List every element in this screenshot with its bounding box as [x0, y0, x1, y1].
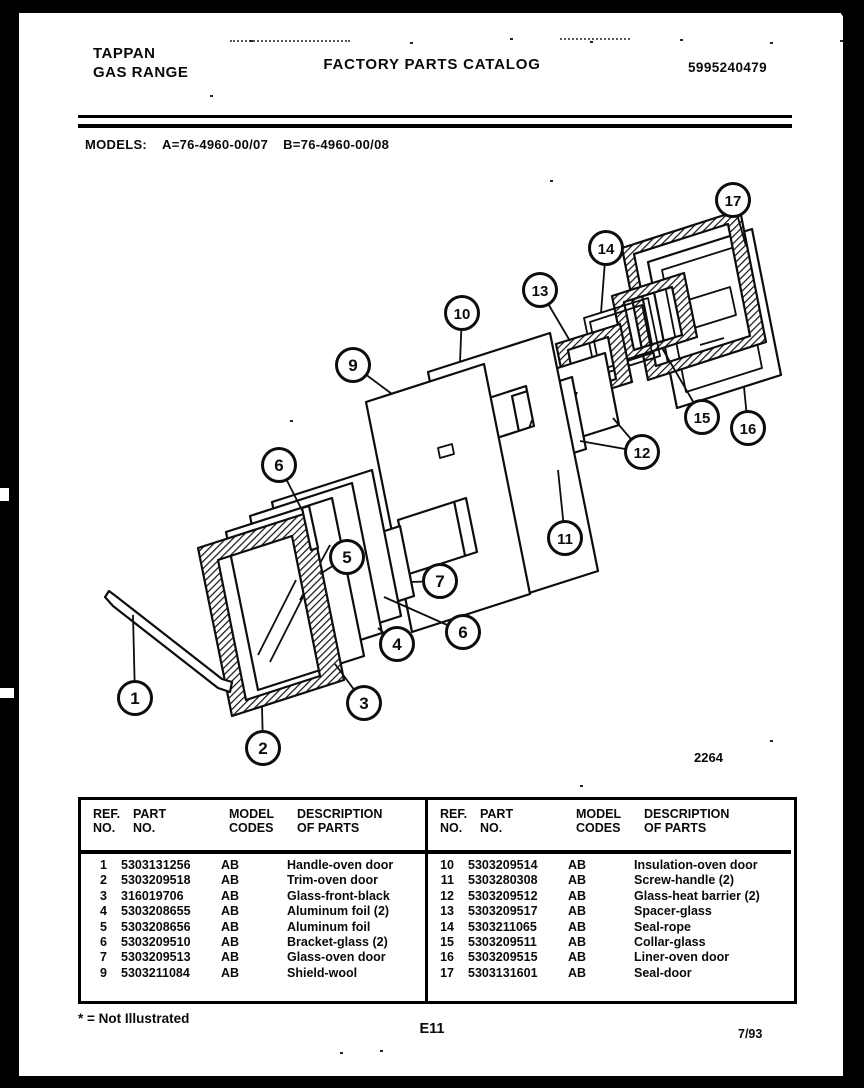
callout-16	[732, 387, 765, 445]
model-a: A=76-4960-00/07	[162, 137, 269, 152]
cell-codes: AB	[221, 873, 240, 888]
table-body-left	[81, 858, 425, 981]
table-row	[428, 950, 791, 965]
table-row	[428, 904, 791, 919]
cell-desc: Spacer-glass	[634, 904, 712, 919]
cell-codes: AB	[568, 965, 587, 980]
svg-text:3: 3	[359, 694, 369, 713]
cell-part: 316019706	[121, 888, 184, 903]
cell-codes: AB	[221, 858, 240, 872]
cell-codes: AB	[568, 919, 587, 934]
col-ref2: NO.	[93, 821, 116, 835]
cell-ref: 17	[440, 965, 454, 980]
callout-13	[524, 274, 571, 342]
svg-text:9: 9	[348, 356, 358, 375]
col-part: PART	[480, 807, 514, 821]
cell-part: 5303209510	[121, 935, 191, 950]
cell-desc: Trim-oven door	[287, 873, 378, 888]
cell-ref: 13	[440, 904, 454, 919]
cell-codes: AB	[221, 919, 240, 934]
cell-ref: 11	[440, 873, 454, 888]
callout-3	[335, 664, 381, 720]
svg-text:13: 13	[531, 283, 549, 300]
cell-desc: Glass-oven door	[287, 950, 386, 965]
cell-ref: 9	[100, 965, 107, 980]
cell-part: 5303209518	[121, 873, 191, 888]
cell-desc: Insulation-oven door	[634, 858, 758, 872]
col-part: PART	[133, 807, 167, 821]
cell-codes: AB	[568, 873, 587, 888]
cell-codes: AB	[221, 950, 240, 965]
cell-codes: AB	[568, 904, 587, 919]
page-code: E11	[419, 1021, 445, 1037]
scan-notch-2	[0, 688, 14, 698]
cell-part: 5303209514	[468, 858, 538, 872]
table-row	[428, 889, 791, 904]
table-row	[81, 889, 425, 904]
brand-line2: GAS RANGE	[93, 64, 189, 81]
col-codes2: CODES	[576, 821, 621, 835]
cell-codes: AB	[568, 935, 587, 950]
cell-part: 5303211084	[121, 965, 190, 980]
cell-part: 5303131256	[121, 858, 191, 872]
cell-part: 5303209513	[121, 950, 191, 965]
cell-desc: Collar-glass	[634, 935, 706, 950]
cell-ref: 7	[100, 950, 107, 965]
cell-desc: Aluminum foil	[287, 919, 371, 934]
svg-text:17: 17	[724, 193, 742, 210]
col-desc2: OF PARTS	[644, 821, 707, 835]
cell-codes: AB	[221, 904, 240, 919]
svg-text:14: 14	[597, 241, 615, 258]
svg-text:6: 6	[274, 456, 284, 475]
svg-text:5: 5	[342, 548, 352, 567]
cell-part: 5303209517	[468, 904, 538, 919]
cell-desc: Aluminum foil (2)	[287, 904, 390, 919]
cell-desc: Handle-oven door	[287, 858, 394, 872]
cell-part: 5303209515	[468, 950, 538, 965]
col-desc: DESCRIPTION	[297, 807, 383, 821]
table-row	[428, 920, 791, 935]
cell-ref: 14	[440, 919, 454, 934]
scan-edge-right	[843, 0, 864, 1088]
cell-desc: Bracket-glass (2)	[287, 935, 388, 950]
not-illustrated-note: * = Not Illustrated	[78, 1011, 190, 1026]
col-codes: MODEL	[576, 807, 622, 821]
table-row	[81, 904, 425, 919]
table-row	[81, 920, 425, 935]
cell-ref: 4	[100, 904, 107, 919]
table-row	[428, 935, 791, 950]
cell-ref: 5	[100, 919, 107, 934]
svg-text:1: 1	[130, 689, 140, 708]
callout-10	[446, 297, 479, 363]
svg-text:4: 4	[392, 635, 402, 654]
svg-text:11: 11	[557, 531, 573, 548]
col-codes: MODEL	[229, 807, 275, 821]
scan-dotline-2	[560, 38, 630, 40]
cell-part: 5303208655	[121, 904, 191, 919]
cell-desc: Glass-front-black	[287, 888, 390, 903]
cell-desc: Liner-oven door	[634, 950, 730, 965]
scan-edge-bottom	[0, 1076, 864, 1088]
col-part2: NO.	[133, 821, 156, 835]
col-part2: NO.	[480, 821, 503, 835]
model-b: B=76-4960-00/08	[283, 137, 390, 152]
col-ref2: NO.	[440, 821, 463, 835]
parts-table	[78, 797, 797, 1004]
table-row	[81, 966, 425, 981]
cell-ref: 2	[100, 873, 107, 888]
table-row	[81, 935, 425, 950]
cell-ref: 16	[440, 950, 454, 965]
table-header-rule-left	[81, 850, 425, 854]
cell-ref: 12	[440, 888, 454, 903]
table-header-rule-right	[428, 850, 791, 854]
cell-desc: Screw-handle (2)	[634, 873, 735, 888]
parts-table-right	[428, 800, 791, 1001]
table-row	[81, 858, 425, 873]
page-title: FACTORY PARTS CATALOG	[323, 56, 541, 73]
publication-number: 5995240479	[688, 60, 768, 75]
table-body-right	[428, 858, 791, 981]
col-ref: REF.	[93, 807, 121, 821]
figure-number: 2264	[694, 750, 723, 765]
cell-codes: AB	[568, 858, 587, 872]
models-label: MODELS:	[85, 137, 148, 152]
cell-codes: AB	[568, 950, 587, 965]
cell-part: 5303131601	[468, 965, 538, 980]
col-desc: DESCRIPTION	[644, 807, 730, 821]
brand-line1: TAPPAN	[93, 45, 156, 62]
svg-text:15: 15	[693, 410, 711, 427]
cell-part: 5303208656	[121, 919, 191, 934]
cell-codes: AB	[568, 888, 587, 903]
cell-ref: 10	[440, 858, 454, 872]
scan-edge-left	[0, 0, 19, 1088]
cell-desc: Shield-wool	[287, 965, 358, 980]
cell-desc: Glass-heat barrier (2)	[634, 888, 760, 903]
cell-codes: AB	[221, 965, 240, 980]
svg-text:10: 10	[453, 306, 471, 323]
svg-text:12: 12	[633, 445, 651, 462]
scan-dotline-1	[230, 40, 350, 42]
table-row	[428, 873, 791, 888]
cell-desc: Seal-rope	[634, 919, 691, 934]
cell-desc: Seal-door	[634, 965, 692, 980]
table-row	[428, 858, 791, 873]
table-row	[81, 873, 425, 888]
col-desc2: OF PARTS	[297, 821, 360, 835]
col-codes2: CODES	[229, 821, 274, 835]
date-code: 7/93	[738, 1027, 763, 1041]
cell-ref: 6	[100, 935, 107, 950]
callout-4	[378, 628, 414, 661]
parts-table-left	[81, 800, 425, 1001]
svg-text:2: 2	[258, 739, 268, 758]
cell-part: 5303209511	[468, 935, 537, 950]
svg-text:7: 7	[435, 572, 445, 591]
table-row	[81, 950, 425, 965]
cell-ref: 15	[440, 935, 454, 950]
cell-codes: AB	[221, 935, 240, 950]
svg-text:6: 6	[458, 623, 468, 642]
cell-part: 5303209512	[468, 888, 538, 903]
cell-part: 5303211065	[468, 919, 537, 934]
scan-notch-1	[0, 488, 9, 501]
callout-2	[247, 707, 280, 765]
table-row	[428, 966, 791, 981]
svg-text:16: 16	[739, 421, 757, 438]
cell-ref: 1	[100, 858, 107, 872]
cell-codes: AB	[221, 888, 240, 903]
cell-part: 5303280308	[468, 873, 538, 888]
cell-ref: 3	[100, 888, 107, 903]
callout-9	[337, 349, 393, 395]
col-ref: REF.	[440, 807, 468, 821]
scan-edge-top	[0, 0, 864, 13]
